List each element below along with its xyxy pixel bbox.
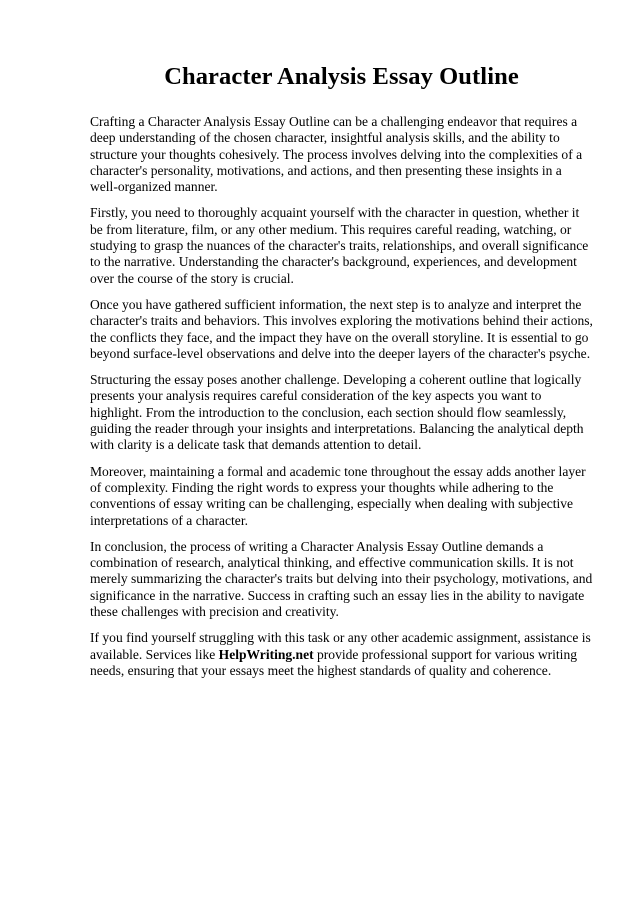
paragraph-analyze: Once you have gathered sufficient information, the next step is to analyze and interpret the character's traits and behaviors. This involves exploring the motivations behind their actions, the conflicts they face, and the impact they have on the overall storyline. It is essential to go beyond surface-level observations and delve into the deeper layers of the character's psyche. [90, 296, 593, 361]
paragraph-intro: Crafting a Character Analysis Essay Outline can be a challenging endeavor that requires a deep understanding of the chosen character, insightful analysis skills, and the ability to structure your thoughts cohesively. The process involves delving into the complexities of a character's personality, motivations, and actions, and then presenting these insights in a well-organized manner. [90, 114, 583, 195]
paragraph-closing [90, 630, 593, 679]
closing-text-before: If you find yourself struggling with this task or any other academic assignment, assistance is available. Services like [90, 630, 591, 662]
closing-text-after: provide professional support for various writing needs, ensuring that your essays meet the highest standards of quality and coherence. [90, 646, 577, 678]
paragraph-conclusion: In conclusion, the process of writing a Character Analysis Essay Outline demands a combination of research, analytical thinking, and effective communication skills. It is not merely summarizing the character's traits but delving into their psychology, motivations, and significance in the narrative. Success in crafting such an essay lies in the ability to navigate these challenges with precision and creativity. [90, 538, 593, 620]
paragraph-acquaint: Firstly, you need to thoroughly acquaint yourself with the character in question, whether it be from literature, film, or any other medium. This requires careful reading, watching, or studying to grasp the nuances of the character's traits, relationships, and overall significance to the narrative. Understanding the character's background, experiences, and development over the course of the story is crucial. [90, 205, 589, 286]
helpwriting-link-text: HelpWriting.net [218, 646, 314, 662]
document-title: Character Analysis Essay Outline [164, 63, 519, 90]
paragraph-structure: Structuring the essay poses another challenge. Developing a coherent outline that logically presents your analysis requires careful consideration of the key aspects you want to highlight. From the introduction to the conclusion, each section should flow seamlessly, guiding the reader through your insights and interpretations. Balancing the analytical depth with clarity is a delicate task that demands attention to detail. [90, 372, 584, 453]
paragraph-tone: Moreover, maintaining a formal and academic tone throughout the essay adds another layer of complexity. Finding the right words to express your thoughts while adhering to the conventions of essay writing can be challenging, especially when dealing with subjective interpretations of a character. [90, 463, 586, 528]
